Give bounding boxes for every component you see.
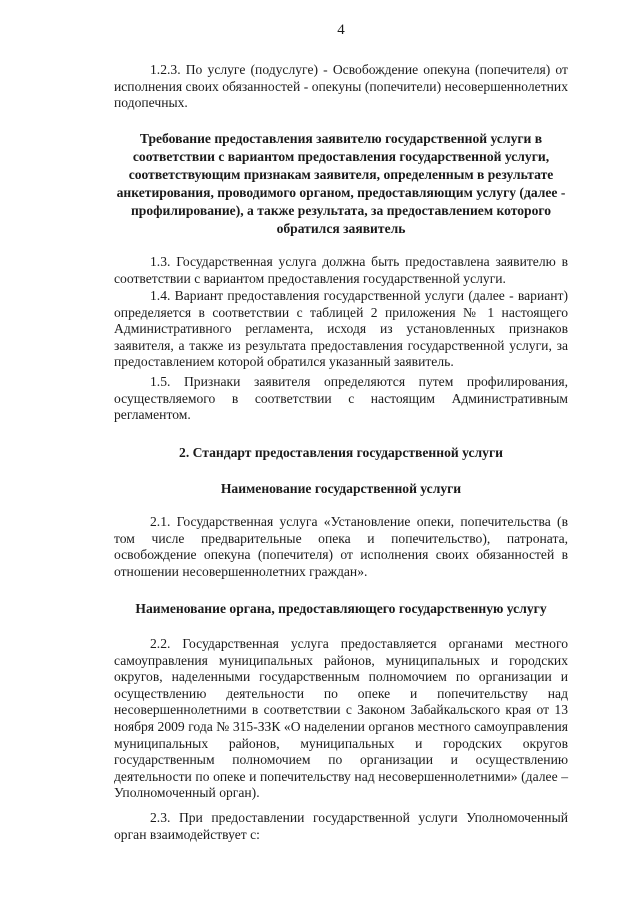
clause-1-5-text: 1.5. Признаки заявителя определяются путем профилирования, осуществляемого в соответствии с настоящим Административным регламентом.: [114, 374, 568, 423]
requirement-heading-block: [114, 130, 568, 238]
clause-2-1: [114, 514, 568, 580]
clause-1-3: [114, 254, 568, 287]
requirement-heading: Требование предоставления заявителю государственной услуги в соответствии с вариантом предоставления государственной услуги, соответствующим признакам заявителя, определенным в результате анкетирования, проводимого органом, предоставляющим услугу (далее - профилирование), а также результата, за предоставлением которого обратился заявитель: [116, 131, 566, 236]
clause-2-1-text: 2.1. Государственная услуга «Установление опеки, попечительства (в том числе предварительные опека и попечительство), патроната, освобождение опекуна (попечителя) от исполнения своих обязанностей в отношении несовершеннолетних граждан».: [114, 514, 568, 579]
service-name-heading: Наименование государственной услуги: [220, 481, 462, 496]
service-name-heading-block: [114, 480, 568, 498]
clause-2-3: [114, 810, 568, 843]
section-2-heading: 2. Стандарт предоставления государственной услуги: [179, 445, 503, 460]
clause-1-4-text: 1.4. Вариант предоставления государственной услуги (далее - вариант) определяется в соответствии с таблицей 2 приложения № 1 настоящего Административного регламента, исходя из установленных признаков заявителя, а также из результата предоставления государственной услуги, за предоставлением которой обратился указанный заявитель.: [114, 288, 568, 370]
clause-1-4: [114, 288, 568, 371]
clause-1-2-3: [114, 62, 568, 112]
section-2-heading-block: [114, 444, 568, 462]
page-number: 4: [337, 22, 345, 38]
clause-2-3-text: 2.3. При предоставлении государственной услуги Уполномоченный орган взаимодействует с:: [114, 810, 568, 842]
clause-1-5: [114, 374, 568, 424]
clause-1-3-text: 1.3. Государственная услуга должна быть предоставлена заявителю в соответствии с вариантом предоставления государственной услуги.: [114, 254, 568, 286]
clause-1-2-3-text: 1.2.3. По услуге (подуслуге) - Освобождение опекуна (попечителя) от исполнения своих обязанностей - опекуны (попечители) несовершеннолетних подопечных.: [114, 62, 568, 111]
authority-name-heading-block: [114, 600, 568, 617]
clause-2-2-text: 2.2. Государственная услуга предоставляется органами местного самоуправления муниципальных районов, муниципальных и городских округов, наделенными государственным полномочием по организации и осуществлению деятельности по опеке и попечительству над несовершеннолетними в соответствии с Законом Забайкальского края от 13 ноября 2009 года № 315-ЗЗК «О наделении органов местного самоуправления муниципальных районов, муниципальных и городских округов государственным полномочием по организации и осуществлению деятельности по опеке и попечительству над несовершеннолетними» (далее – Уполномоченный орган).: [114, 636, 568, 801]
clause-2-2: [114, 636, 568, 802]
authority-name-heading: Наименование органа, предоставляющего государственную услугу: [135, 601, 547, 616]
